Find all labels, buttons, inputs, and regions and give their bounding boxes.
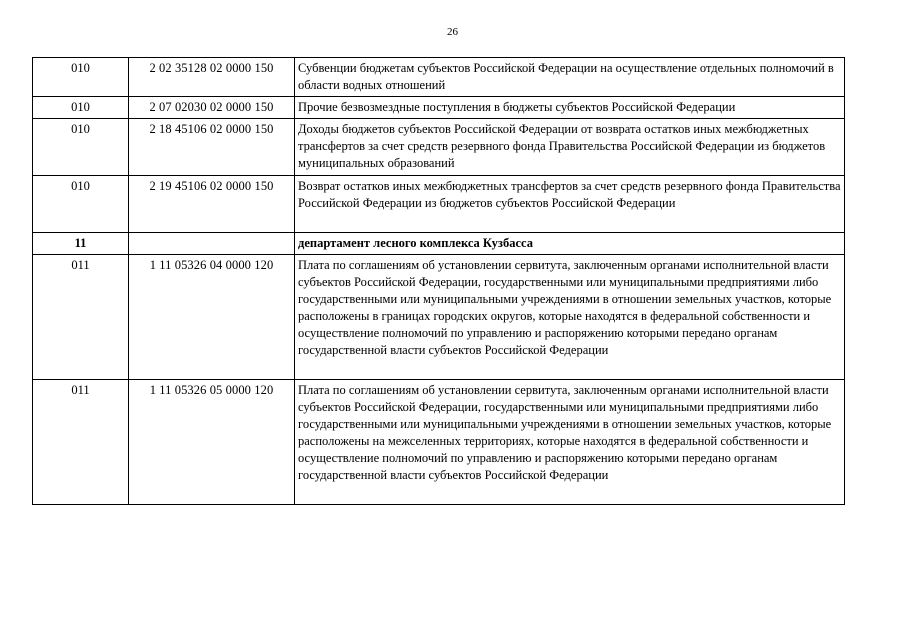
table-row (33, 97, 845, 119)
admin-code-cell: 011 (33, 380, 129, 505)
description-cell: Возврат остатков иных межбюджетных трансфертов за счет средств резервного фонда Правительства Российской Федерации из бюджетов субъектов Российской Федерации (295, 176, 845, 233)
income-code-cell: 1 11 05326 05 0000 120 (129, 380, 295, 505)
budget-classification-table (32, 57, 845, 505)
income-code-cell: 1 11 05326 04 0000 120 (129, 255, 295, 380)
income-code-cell: 2 18 45106 02 0000 150 (129, 119, 295, 176)
section-heading-cell: департамент лесного комплекса Кузбасса (295, 233, 845, 255)
page-number: 26 (447, 26, 458, 38)
table-row (33, 119, 845, 176)
admin-code-cell: 010 (33, 176, 129, 233)
description-cell: Прочие безвозмездные поступления в бюджеты субъектов Российской Федерации (295, 97, 845, 119)
table-row (33, 255, 845, 380)
income-code-cell: 2 07 02030 02 0000 150 (129, 97, 295, 119)
admin-code-cell: 010 (33, 119, 129, 176)
income-code-cell: 2 02 35128 02 0000 150 (129, 58, 295, 97)
income-code-cell (129, 233, 295, 255)
income-code-cell: 2 19 45106 02 0000 150 (129, 176, 295, 233)
admin-code-cell: 010 (33, 97, 129, 119)
table-row (33, 58, 845, 97)
admin-code-cell: 011 (33, 255, 129, 380)
section-heading-row (33, 233, 845, 255)
table-row (33, 380, 845, 505)
description-cell: Субвенции бюджетам субъектов Российской Федерации на осуществление отдельных полномочий в области водных отношений (295, 58, 845, 97)
table-row (33, 176, 845, 233)
description-cell: Доходы бюджетов субъектов Российской Федерации от возврата остатков иных межбюджетных трансфертов за счет средств резервного фонда Правительства Российской Федерации из бюджетов муниципальных образований (295, 119, 845, 176)
description-cell: Плата по соглашениям об установлении сервитута, заключенным органами исполнительной власти субъектов Российской Федерации, государственными или муниципальными предприятиями либо государственными или муниципальными учреждениями в отношении земельных участков, которые расположены на межселенных территориях, которые находятся в федеральной собственности и осуществление полномочий по управлению и распоряжению которыми передано органам государственной власти субъектов Российской Федерации (295, 380, 845, 505)
admin-code-cell: 010 (33, 58, 129, 97)
description-cell: Плата по соглашениям об установлении сервитута, заключенным органами исполнительной власти субъектов Российской Федерации, государственными или муниципальными предприятиями либо государственными или муниципальными учреждениями в отношении земельных участков, которые расположены в границах городских округов, которые находятся в федеральной собственности и осуществление полномочий по управлению и распоряжению которыми передано органам государственной власти субъектов Российской Федерации (295, 255, 845, 380)
admin-code-cell: 11 (33, 233, 129, 255)
